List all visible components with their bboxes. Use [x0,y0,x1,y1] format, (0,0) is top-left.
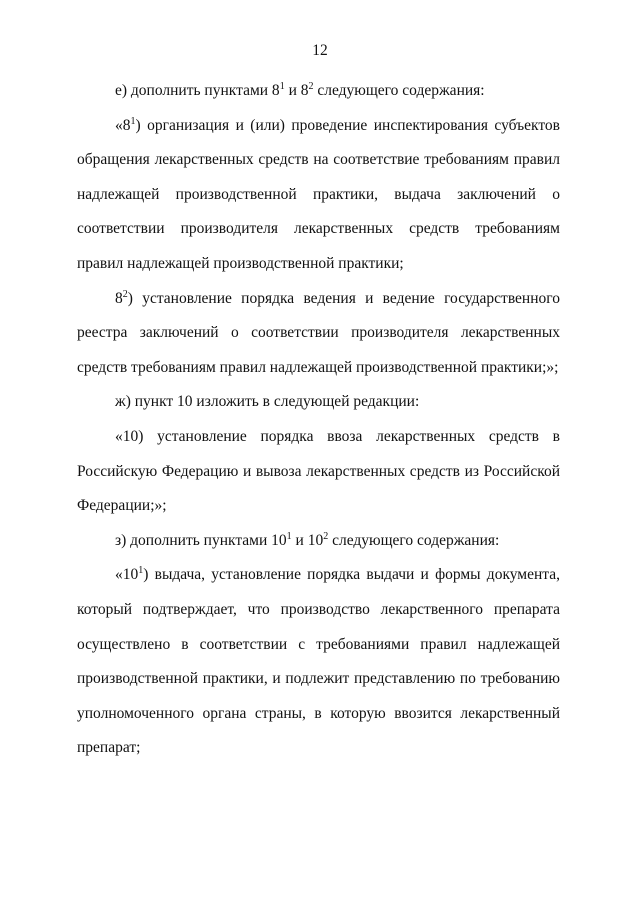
paragraph-8-1 [77,109,560,282]
paragraph-e-text-c: следующего содержания: [313,82,485,99]
paragraph-8-1-text-b: ) организация и (или) проведение инспектирования субъектов обращения лекарственных средств на соответствие требованиям правил надлежащей производственной практики, выдача заключений о соответствии производителя лекарственных средств требованиям правил надлежащей производственной практики; [77,116,560,272]
paragraph-z [77,524,560,559]
superscript-1: 1 [279,81,285,92]
paragraph-e-text-a: е) дополнить пунктами 8 [115,82,280,99]
superscript-1: 1 [286,530,292,542]
paragraph-e [77,74,560,109]
paragraph-10: «10) установление порядка ввоза лекарственных средств в Российскую Федерацию и вывоза лекарственных средств из Российской Федерации;»; [77,427,560,515]
paragraph-z-text-c: следующего содержания: [328,531,500,549]
paragraph-z-text-a: з) дополнить пунктами 10 [115,531,287,549]
superscript-2: 2 [323,530,329,542]
superscript-2: 2 [308,81,314,92]
paragraph-zh: ж) пункт 10 изложить в следующей редакции: [115,393,420,411]
superscript-1: 1 [130,115,136,127]
document-body [77,74,560,766]
paragraph-z-text-b: и 10 [291,531,324,549]
paragraph-8-2-text-a: 8 [115,289,123,307]
page-number: 12 [312,42,328,59]
paragraph-8-2-text-b: ) установление порядка ведения и ведение государственного реестра заключений о соответствии производителя лекарственных средств требованиям правил надлежащей производственной практики;»; [77,289,560,376]
superscript-1: 1 [138,565,144,577]
paragraph-8-2 [77,282,560,386]
superscript-2: 2 [122,288,128,300]
paragraph-10-1-text-b: ) выдача, установление порядка выдачи и формы документа, который подтверждает, что производство лекарственного препарата осуществлено в соответствии с требованиями правил надлежащей производственной практики, и подлежит представлению по требованию уполномоченного органа страны, в которую ввозится лекарственный препарат; [77,566,560,757]
paragraph-8-1-text-a: «8 [115,116,131,134]
paragraph-10-1 [77,558,560,766]
paragraph-10-1-text-a: «10 [115,566,139,584]
paragraph-e-text-b: и 8 [284,82,309,99]
